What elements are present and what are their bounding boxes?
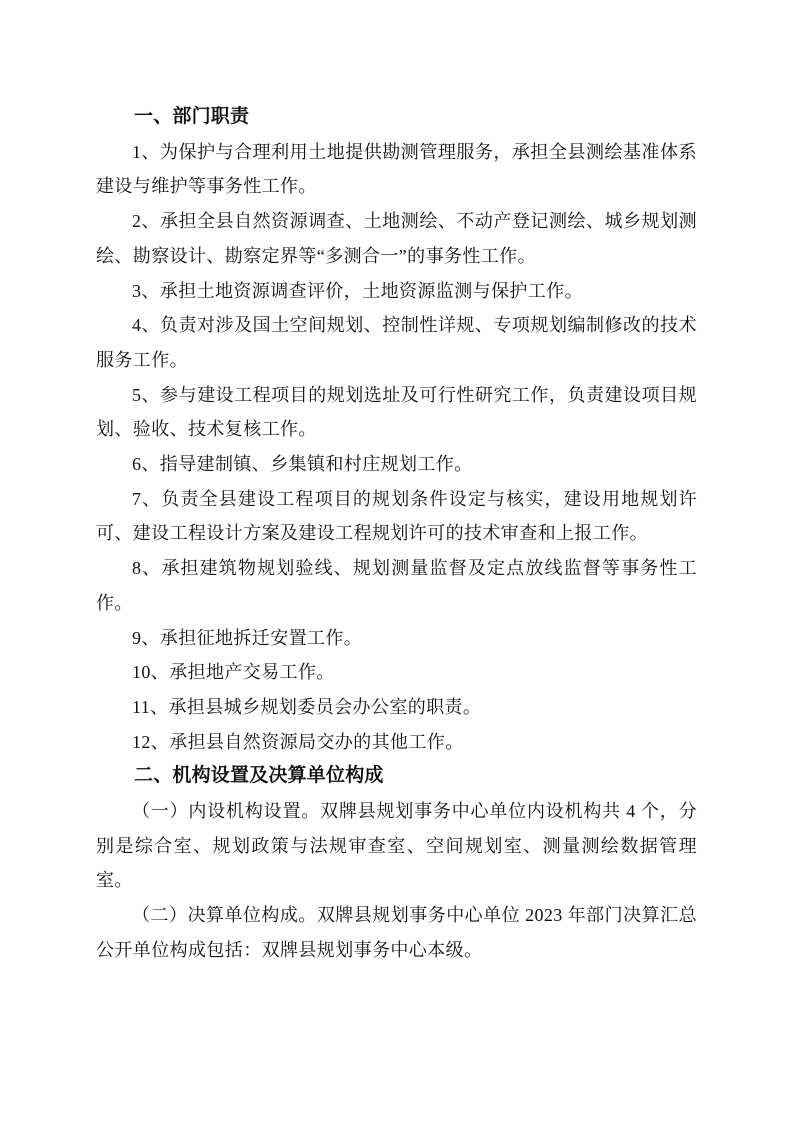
body-paragraph: 8、承担建筑物规划验线、规划测量监督及定点放线监督等事务性工作。	[96, 558, 697, 613]
body-paragraph: 6、指导建制镇、乡集镇和村庄规划工作。	[132, 454, 473, 475]
body-paragraph: 9、承担征地拆迁安置工作。	[132, 627, 363, 648]
body-paragraph: 2、承担全县自然资源调查、土地测绘、不动产登记测绘、城乡规划测绘、勘察设计、勘察定界等“多测合一”的事务性工作。	[96, 211, 697, 266]
body-paragraph: 5、参与建设工程项目的规划选址及可行性研究工作，负责建设项目规划、验收、技术复核工作。	[96, 384, 697, 440]
section-heading: 二、机构设置及决算单位构成	[134, 765, 384, 787]
body-paragraph: 11、承担县城乡规划委员会办公室的职责。	[132, 696, 482, 717]
body-paragraph: （一）内设机构设置。双牌县规划事务中心单位内设机构共 4 个，分别是综合室、规划政策与法规审查室、空间规划室、测量测绘数据管理室。	[96, 801, 697, 891]
body-paragraph: 7、负责全县建设工程项目的规划条件设定与核实，建设用地规划许可、建设工程设计方案及建设工程规划许可的技术审查和上报工作。	[96, 488, 697, 544]
section-heading: 一、部门职责	[134, 106, 250, 127]
body-paragraph: （二）决算单位构成。双牌县规划事务中心单位 2023 年部门决算汇总公开单位构成包括：双牌县规划事务中心本级。	[96, 905, 697, 960]
document-body	[96, 100, 697, 968]
body-paragraph: 4、负责对涉及国土空间规划、控制性详规、专项规划编制修改的技术服务工作。	[96, 315, 697, 370]
body-paragraph: 12、承担县自然资源局交办的其他工作。	[132, 731, 464, 752]
body-paragraph: 3、承担土地资源调查评价，土地资源监测与保护工作。	[132, 280, 583, 301]
body-paragraph: 1、为保护与合理利用土地提供勘测管理服务，承担全县测绘基准体系建设与维护等事务性工作。	[96, 141, 697, 197]
body-paragraph: 10、承担地产交易工作。	[132, 662, 335, 683]
